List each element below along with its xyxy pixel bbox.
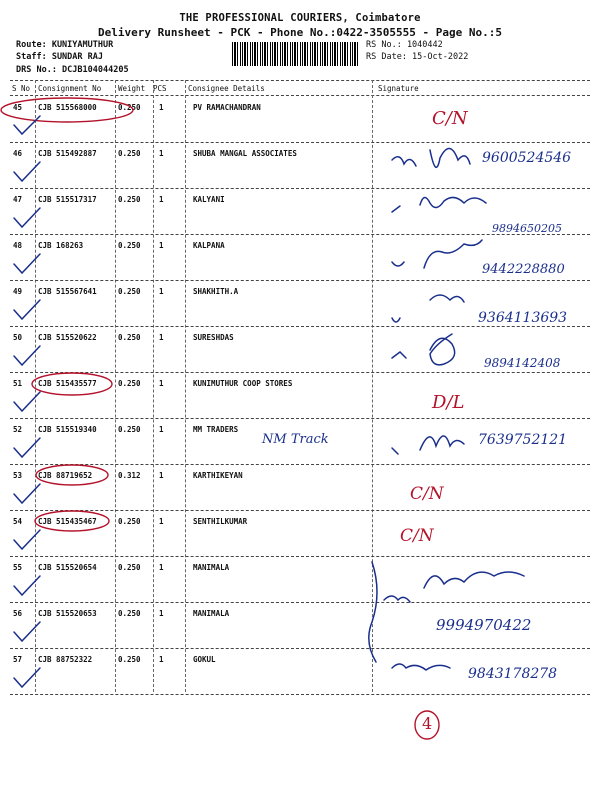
runsheet-subtitle: Delivery Runsheet - PCK - Phone No.:0422-3505555 - Page No.:5 (98, 26, 502, 39)
consignee-name: KALYANI (193, 195, 225, 204)
col-header-pcs: PCS (153, 84, 167, 93)
serial-number: 52 (13, 425, 23, 434)
table-row (0, 96, 600, 142)
pieces-count: 1 (159, 287, 164, 296)
consignment-number: CJB 168263 (38, 241, 84, 250)
pieces-count: 1 (159, 149, 164, 158)
consignee-name: SURESHDAS (193, 333, 234, 342)
handwritten-phone: 9364113693 (478, 310, 568, 326)
serial-number: 49 (13, 287, 23, 296)
consignment-number: CJB 515520622 (38, 333, 97, 342)
weight-value: 0.250 (118, 379, 141, 388)
consignment-number: CJB 515519340 (38, 425, 97, 434)
consignee-name: MANIMALA (193, 563, 230, 572)
serial-number: 45 (13, 103, 23, 112)
pieces-count: 1 (159, 241, 164, 250)
weight-value: 0.250 (118, 563, 141, 572)
handwritten-note: NM Track (262, 432, 329, 447)
pieces-count: 1 (159, 425, 164, 434)
consignee-name: MANIMALA (193, 609, 230, 618)
consignee-name: KUNIMUTHUR COOP STORES (193, 379, 293, 388)
handwritten-status: D/L (432, 392, 465, 413)
consignee-name: SHAKHITH.A (193, 287, 239, 296)
table-row (0, 510, 600, 556)
col-header-signature: Signature (378, 84, 419, 93)
weight-value: 0.250 (118, 425, 141, 434)
handwritten-phone: 9894650205 (492, 222, 562, 235)
consignee-name: KARTHIKEYAN (193, 471, 243, 480)
table-top-rule (10, 80, 590, 81)
consignee-name: MM TRADERS (193, 425, 239, 434)
company-title: THE PROFESSIONAL COURIERS, Coimbatore (179, 12, 421, 24)
consignment-number: CJB 515492887 (38, 149, 97, 158)
row-separator (10, 694, 590, 695)
pieces-count: 1 (159, 471, 164, 480)
consignment-number: CJB 515435467 (38, 517, 97, 526)
handwritten-phone: 9843178278 (468, 666, 558, 682)
handwritten-phone: 9994970422 (436, 616, 532, 634)
serial-number: 53 (13, 471, 23, 480)
handwritten-phone: 7639752121 (478, 432, 568, 448)
consignee-name: SHUBA MANGAL ASSOCIATES (193, 149, 297, 158)
pieces-count: 1 (159, 609, 164, 618)
consignment-number: CJB 88752322 (38, 655, 93, 664)
table-row (0, 372, 600, 418)
weight-value: 0.312 (118, 471, 141, 480)
serial-number: 55 (13, 563, 23, 572)
col-header-consignment: Consignment No (38, 84, 102, 93)
pieces-count: 1 (159, 103, 164, 112)
consignee-name: GOKUL (193, 655, 216, 664)
weight-value: 0.250 (118, 241, 141, 250)
weight-value: 0.250 (118, 103, 141, 112)
pieces-count: 1 (159, 195, 164, 204)
col-header-consignee: Consignee Details (188, 84, 265, 93)
consignment-number: CJB 515520654 (38, 563, 97, 572)
pieces-count: 1 (159, 655, 164, 664)
consignment-number: CJB 515568000 (38, 103, 97, 112)
staff-label: Staff: SUNDAR RAJ (16, 52, 103, 62)
weight-value: 0.250 (118, 333, 141, 342)
table-row (0, 464, 600, 510)
drs-number: DRS No.: DCJB104044205 (16, 65, 129, 75)
pieces-count: 1 (159, 563, 164, 572)
serial-number: 54 (13, 517, 23, 526)
serial-number: 46 (13, 149, 23, 158)
weight-value: 0.250 (118, 655, 141, 664)
weight-value: 0.250 (118, 195, 141, 204)
handwritten-status: C/N (400, 526, 434, 546)
serial-number: 51 (13, 379, 23, 388)
weight-value: 0.250 (118, 517, 141, 526)
handwritten-phone: 9600524546 (482, 150, 572, 166)
consignment-number: CJB 515520653 (38, 609, 97, 618)
handwritten-status: C/N (432, 108, 468, 129)
handwritten-status: C/N (410, 484, 444, 504)
consignment-number: CJB 515435577 (38, 379, 97, 388)
barcode-image (232, 42, 358, 66)
rs-date: RS Date: 15-Oct-2022 (366, 52, 469, 62)
consignee-name: KALPANA (193, 241, 225, 250)
handwritten-phone: 9442228880 (482, 262, 565, 277)
handwritten-phone: 9894142408 (484, 356, 561, 370)
consignment-number: CJB 88719652 (38, 471, 93, 480)
consignment-number: CJB 515567641 (38, 287, 97, 296)
page-mark: 4 (422, 714, 433, 733)
table-row (0, 556, 600, 602)
serial-number: 48 (13, 241, 23, 250)
weight-value: 0.250 (118, 609, 141, 618)
consignee-name: SENTHILKUMAR (193, 517, 248, 526)
serial-number: 57 (13, 655, 23, 664)
consignment-number: CJB 515517317 (38, 195, 97, 204)
rs-number: RS No.: 1040442 (366, 40, 443, 50)
pieces-count: 1 (159, 379, 164, 388)
serial-number: 56 (13, 609, 23, 618)
col-header-weight: Weight (118, 84, 146, 93)
weight-value: 0.250 (118, 287, 141, 296)
col-header-sno: S No (12, 84, 31, 93)
pieces-count: 1 (159, 333, 164, 342)
serial-number: 47 (13, 195, 23, 204)
consignee-name: PV RAMACHANDRAN (193, 103, 261, 112)
pieces-count: 1 (159, 517, 164, 526)
serial-number: 50 (13, 333, 23, 342)
route-label: Route: KUNIYAMUTHUR (16, 40, 114, 50)
weight-value: 0.250 (118, 149, 141, 158)
